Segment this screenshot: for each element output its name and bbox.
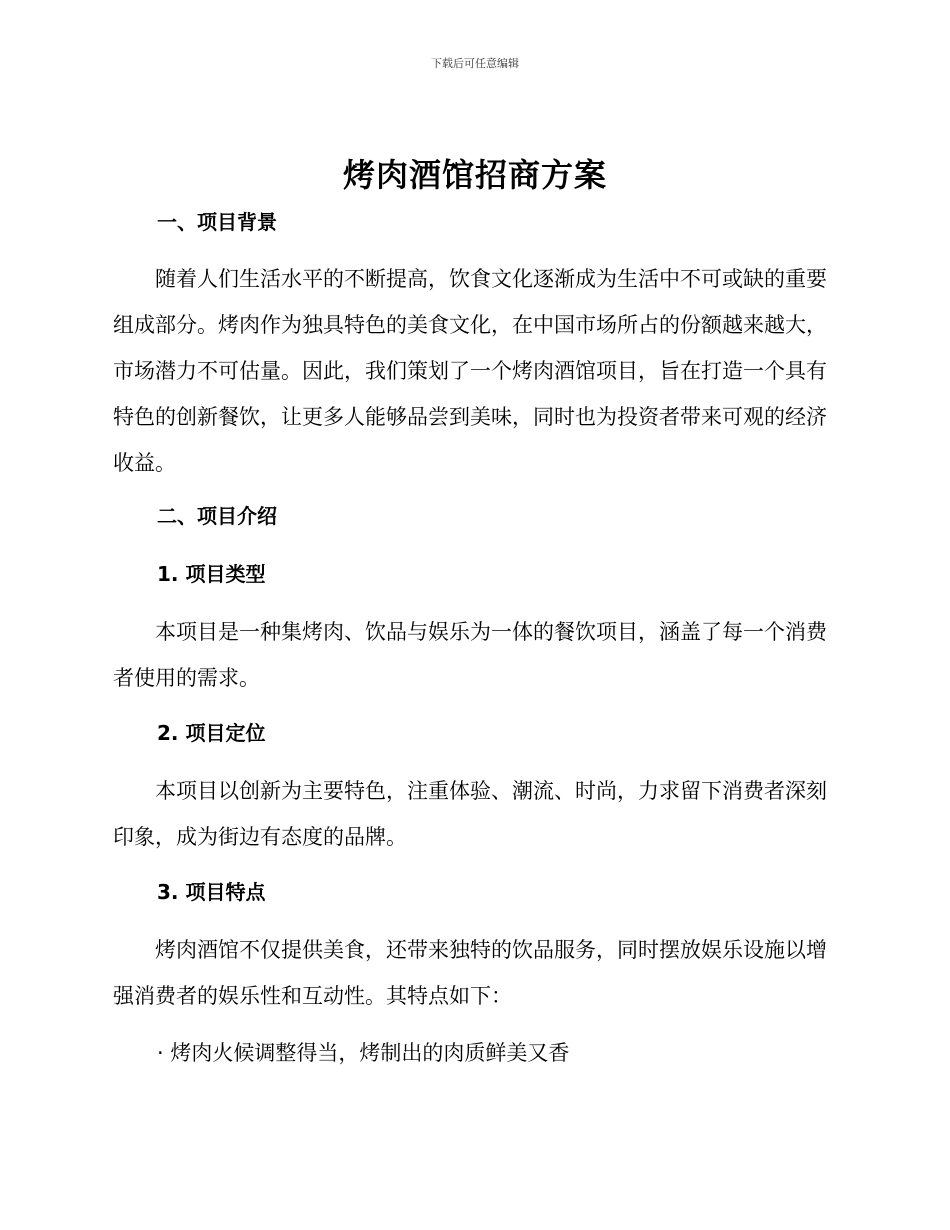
project-type-paragraph: 本项目是一种集烤肉、饮品与娱乐为一体的餐饮项目，涵盖了每一个消费者使用的需求。	[113, 620, 827, 690]
subheading-project-type: 1. 项目类型	[157, 562, 266, 586]
section-heading-intro: 二、项目介绍	[157, 504, 277, 528]
subheading-project-features: 3. 项目特点	[157, 880, 266, 904]
project-positioning-paragraph: 本项目以创新为主要特色，注重体验、潮流、时尚，力求留下消费者深刻印象，成为街边有态度的品牌。	[113, 779, 827, 849]
feature-bullet-item: · 烤肉火候调整得当，烤制出的肉质鲜美又香	[157, 1041, 570, 1065]
background-paragraph: 随着人们生活水平的不断提高，饮食文化逐渐成为生活中不可或缺的重要组成部分。烤肉作为独具特色的美食文化，在中国市场所占的份额越来越大，市场潜力不可估量。因此，我们策划了一个烤肉酒馆项目，旨在打造一个具有特色的创新餐饮，让更多人能够品尝到美味，同时也为投资者带来可观的经济收益。	[113, 267, 827, 475]
project-features-paragraph: 烤肉酒馆不仅提供美食，还带来独特的饮品服务，同时摆放娱乐设施以增强消费者的娱乐性和互动性。其特点如下：	[113, 938, 827, 1008]
section-heading-background: 一、项目背景	[157, 210, 277, 234]
subheading-project-positioning: 2. 项目定位	[157, 721, 266, 745]
header-note: 下载后可任意编辑	[431, 57, 519, 70]
document-title: 烤肉酒馆招商方案	[342, 156, 607, 194]
